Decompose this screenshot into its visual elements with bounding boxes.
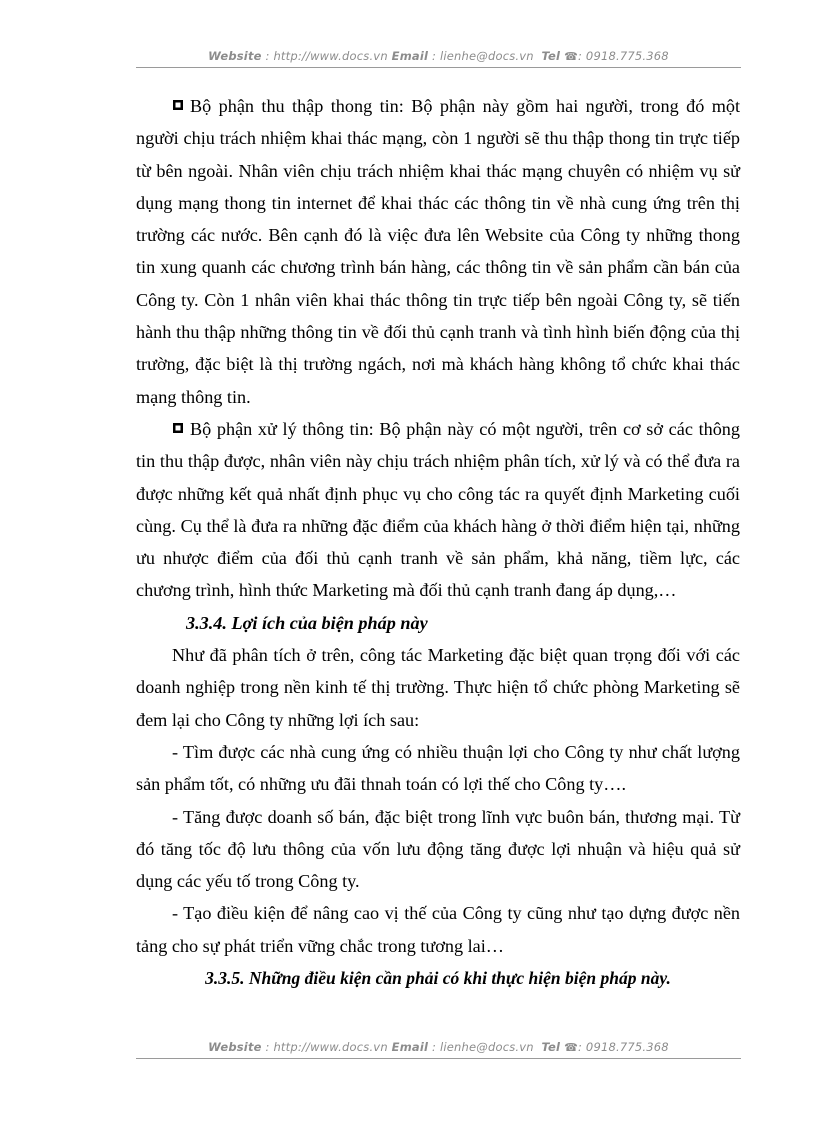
section-heading-benefits: 3.3.4. Lợi ích của biện pháp này [186,612,428,633]
footer-website-label: Website [208,1040,262,1054]
paragraph-benefit-sales: - Tăng được doanh số bán, đặc biệt trong lĩnh vực buôn bán, thương mại. Từ đó tăng tốc độ lưu thông của vốn lưu động tăng được lợi nhuận và hiệu quả sử dụng các yếu tố trong Công ty. [136,806,740,892]
phone-icon: ☎ [564,50,578,63]
page-footer: Website : http://www.docs.vn Email : lienhe@docs.vn Tel ☎: 0918.775.368 [136,1040,741,1059]
footer-website-link[interactable]: http://www.docs.vn [273,1040,388,1054]
header-website-label: Website [208,49,262,63]
phone-icon: ☎ [564,1041,578,1054]
paragraph-benefits-intro: Như đã phân tích ở trên, công tác Marketing đặc biệt quan trọng đối với các doanh nghiệp trong nền kinh tế thị trường. Thực hiện tổ chức phòng Marketing sẽ đem lại cho Công ty những lợi ích sau: [136,645,740,730]
paragraph-data-collection [136,90,740,413]
header-email-label: Email [391,49,429,63]
document-body [136,90,740,994]
square-bullet-icon [172,99,184,111]
header-tel-label: Tel [541,49,561,63]
section-heading-conditions: 3.3.5. Những điều kiện cần phải có khi thực hiện biện pháp này. [205,968,671,989]
square-bullet-icon [172,422,184,434]
paragraph-text: Bộ phận xử lý thông tin: Bộ phận này có một người, trên cơ sở các thông tin thu thập được, nhân viên này chịu trách nhiệm phân tích, xử lý và có thể đưa ra được những kết quả nhất định phục vụ cho công tác ra quyết định Marketing cuối cùng. Cụ thể là đưa ra những đặc điểm của khách hàng ở thời điểm hiện tại, những ưu nhược điểm của đối thủ cạnh tranh về sản phẩm, khả năng, tiềm lực, các chương trình, hình thức Marketing mà đối thủ cạnh tranh đang áp dụng,… [136,418,740,601]
footer-tel-value: 0918.775.368 [585,1040,669,1054]
paragraph-data-processing [136,413,740,607]
header-email-link[interactable]: lienhe@docs.vn [439,49,534,63]
page-header: Website : http://www.docs.vn Email : lienhe@docs.vn Tel ☎: 0918.775.368 [136,49,741,68]
footer-email-link[interactable]: lienhe@docs.vn [439,1040,534,1054]
footer-email-label: Email [391,1040,429,1054]
paragraph-text: Bộ phận thu thập thong tin: Bộ phận này gồm hai người, trong đó một người chịu trách nhiệm khai thác mạng, còn 1 người sẽ thu thập thong tin trực tiếp từ bên ngoài. Nhân viên chịu trách nhiệm khai thác mạng chuyên có nhiệm vụ sử dụng mạng thong tin internet để khai thác các thông tin về nhà cung ứng trên thị trường các nước. Bên cạnh đó là việc đưa lên Website của Công ty những thong tin xung quanh các chương trình bán hàng, các thông tin về sản phẩm cần bán của Công ty. Còn 1 nhân viên khai thác thông tin trực tiếp bên ngoài Công ty, sẽ tiến hành thu thập những thông tin về đối thủ cạnh tranh và tình hình biến động của thị trường, đặc biệt là thị trường ngách, nơi mà khách hàng không tổ chức khai thác mạng thông tin. [136,96,740,407]
header-tel-value: 0918.775.368 [585,49,669,63]
paragraph-benefit-position: - Tạo điều kiện để nâng cao vị thế của Công ty cũng như tạo dựng được nền tảng cho sự phát triển vững chắc trong tương lai… [136,903,740,956]
footer-tel-label: Tel [541,1040,561,1054]
header-website-link[interactable]: http://www.docs.vn [273,49,388,63]
paragraph-benefit-suppliers: - Tìm được các nhà cung ứng có nhiều thuận lợi cho Công ty như chất lượng sản phẩm tốt, có những ưu đãi thnah toán có lợi thế cho Công ty…. [136,741,740,795]
